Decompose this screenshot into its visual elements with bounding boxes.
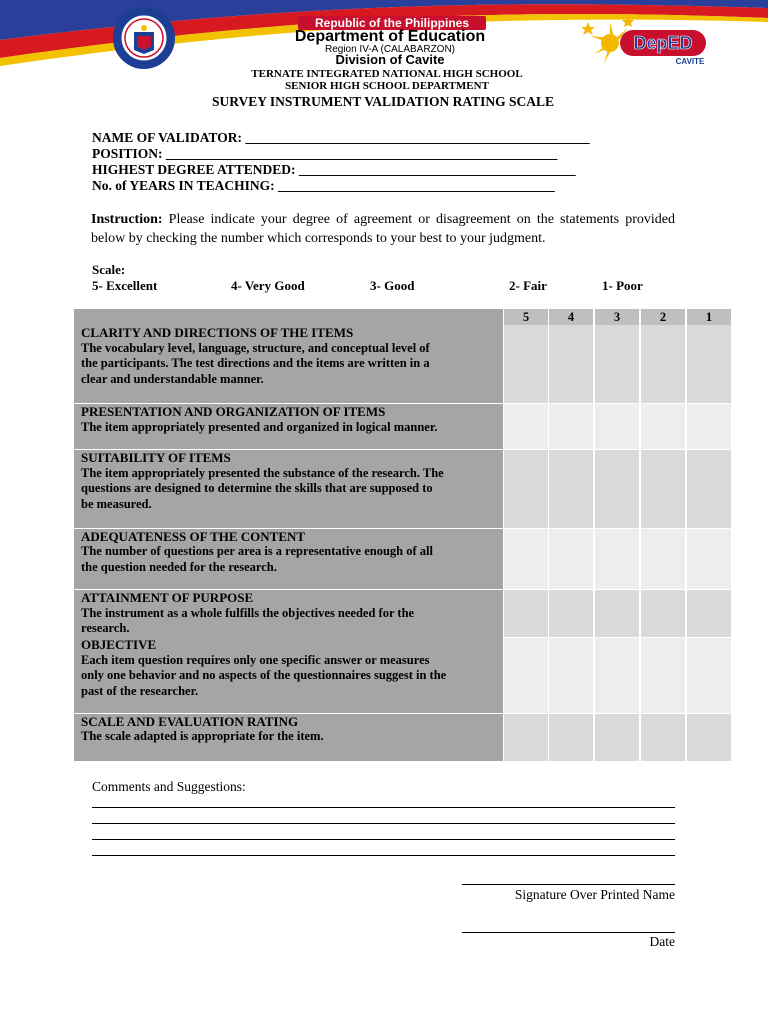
rating-cell[interactable] <box>686 714 731 762</box>
comment-line[interactable] <box>92 839 675 840</box>
rating-cell[interactable] <box>640 404 685 450</box>
rating-cell[interactable] <box>548 404 593 450</box>
rating-cell[interactable] <box>640 529 685 590</box>
criterion-adequateness <box>74 529 503 590</box>
criterion-title: SUITABILITY OF ITEMS <box>81 450 231 465</box>
document-title: SURVEY INSTRUMENT VALIDATION RATING SCALE <box>211 94 555 109</box>
rating-cell[interactable] <box>594 404 639 450</box>
rating-cell[interactable] <box>503 714 548 762</box>
rating-cell[interactable] <box>503 404 548 450</box>
rating-cell[interactable] <box>640 638 685 714</box>
rating-cell[interactable] <box>686 450 731 529</box>
scale-item-4: 4- Very Good <box>231 278 305 293</box>
rating-cell[interactable] <box>686 325 731 404</box>
header-rating-2: 2 <box>640 309 685 325</box>
header-rating-1: 1 <box>686 309 731 325</box>
rating-cell[interactable] <box>640 325 685 404</box>
criterion-desc-line: The scale adapted is appropriate for the item. <box>81 729 324 743</box>
rating-cell[interactable] <box>594 638 639 714</box>
rating-cell[interactable] <box>503 325 548 404</box>
criterion-desc-line: only one behavior and no aspects of the questionnaires suggest in the <box>81 668 447 682</box>
criterion-desc-line: The number of questions per area is a representative enough of all <box>81 544 433 558</box>
scale-item-3: 3- Good <box>370 278 415 293</box>
criterion-desc-line: be measured. <box>81 497 152 511</box>
date-label: Date <box>649 934 675 949</box>
criterion-desc-line: Each item question requires only one specific answer or measures <box>81 653 430 667</box>
header-rating-4: 4 <box>548 309 593 325</box>
rating-cell[interactable] <box>686 638 731 714</box>
comment-line[interactable] <box>92 807 675 808</box>
department-name: Department of Education <box>294 28 486 45</box>
criterion-desc-line: clear and understandable manner. <box>81 372 264 386</box>
republic-label: Republic of the Philippines <box>298 16 486 30</box>
division-label: Division of Cavite <box>335 52 445 67</box>
comment-line[interactable] <box>92 823 675 824</box>
rating-cell[interactable] <box>503 638 548 714</box>
criterion-suitability <box>74 450 503 529</box>
rating-cell[interactable] <box>548 714 593 762</box>
school-department: SENIOR HIGH SCHOOL DEPARTMENT <box>285 80 489 92</box>
rating-cell[interactable] <box>503 590 548 638</box>
validator-degree-field[interactable]: HIGHEST DEGREE ATTENDED: _________________________________________ <box>92 162 576 177</box>
criterion-scale-evaluation <box>74 714 503 762</box>
rating-table <box>74 309 731 762</box>
rating-cell[interactable] <box>548 638 593 714</box>
validator-name-field[interactable]: NAME OF VALIDATOR: ___________________________________________________ <box>92 130 590 145</box>
rating-cell[interactable] <box>548 325 593 404</box>
header-rating-3: 3 <box>594 309 639 325</box>
rating-cell[interactable] <box>594 590 639 638</box>
rating-cell[interactable] <box>503 450 548 529</box>
criterion-presentation <box>74 404 503 450</box>
criterion-attainment-objective <box>74 590 503 714</box>
signature-label: Signature Over Printed Name <box>514 887 675 902</box>
criterion-desc-line: The vocabulary level, language, structure, and conceptual level of <box>81 341 430 355</box>
header-rating-5: 5 <box>503 309 548 325</box>
criterion-desc-line: the participants. The test directions and the items are written in a <box>81 356 430 370</box>
criterion-title: ADEQUATENESS OF THE CONTENT <box>81 529 306 544</box>
criterion-desc-line: the question needed for the research. <box>81 560 277 574</box>
rating-cell[interactable] <box>594 529 639 590</box>
rating-cell[interactable] <box>594 325 639 404</box>
rating-cell[interactable] <box>548 450 593 529</box>
criterion-desc-line: The item appropriately presented the substance of the research. The <box>81 466 444 480</box>
deped-cavite-logo <box>580 14 730 72</box>
validator-years-field[interactable]: No. of YEARS IN TEACHING: _________________________________________ <box>92 178 555 193</box>
criterion-title: SCALE AND EVALUATION RATING <box>81 714 299 729</box>
scale-item-2: 2- Fair <box>509 278 547 293</box>
criterion-desc-line: The item appropriately presented and organized in logical manner. <box>81 420 438 434</box>
criterion-title: PRESENTATION AND ORGANIZATION OF ITEMS <box>81 404 386 419</box>
rating-cell[interactable] <box>548 590 593 638</box>
criterion-title: CLARITY AND DIRECTIONS OF THE ITEMS <box>81 325 354 340</box>
instruction-label: Instruction: <box>91 212 163 227</box>
rating-cell[interactable] <box>640 714 685 762</box>
rating-cell[interactable] <box>686 590 731 638</box>
rating-cell[interactable] <box>686 529 731 590</box>
scale-heading: Scale: <box>92 262 126 277</box>
deped-seal-logo <box>90 6 198 70</box>
rating-cell[interactable] <box>640 590 685 638</box>
scale-item-1: 1- Poor <box>602 278 643 293</box>
validator-position-field[interactable]: POSITION: __________________________________________________________ <box>92 146 558 161</box>
criterion-title: OBJECTIVE <box>81 637 157 652</box>
criterion-desc-line: questions are designed to determine the skills that are supposed to <box>81 481 433 495</box>
comments-label: Comments and Suggestions: <box>92 779 246 794</box>
instruction-paragraph <box>91 210 675 248</box>
comment-line[interactable] <box>92 855 675 856</box>
rating-cell[interactable] <box>548 529 593 590</box>
criterion-desc-line: past of the researcher. <box>81 684 199 698</box>
date-line[interactable] <box>462 932 675 933</box>
scale-item-5: 5- Excellent <box>92 278 158 293</box>
criterion-desc-line: The instrument as a whole fulfills the objectives needed for the <box>81 606 415 620</box>
rating-cell[interactable] <box>594 450 639 529</box>
rating-cell[interactable] <box>594 714 639 762</box>
cavite-logo-text: CAVITE <box>675 57 705 66</box>
rating-cell[interactable] <box>686 404 731 450</box>
school-name: TERNATE INTEGRATED NATIONAL HIGH SCHOOL <box>251 68 523 80</box>
criterion-clarity <box>74 325 503 404</box>
instruction-text: Please indicate your degree of agreement or disagreement on the statements provided below by checking the number which corresponds to your best to your judgment. <box>91 212 675 246</box>
rating-cell[interactable] <box>640 450 685 529</box>
deped-logo-text: DepED <box>633 33 693 53</box>
region-label: Region IV-A (CALABARZON) <box>324 44 456 55</box>
signature-line[interactable] <box>462 884 675 885</box>
table-header-criteria <box>74 309 503 325</box>
criterion-title: ATTAINMENT OF PURPOSE <box>81 590 254 605</box>
rating-cell[interactable] <box>503 529 548 590</box>
criterion-desc-line: research. <box>81 621 130 635</box>
